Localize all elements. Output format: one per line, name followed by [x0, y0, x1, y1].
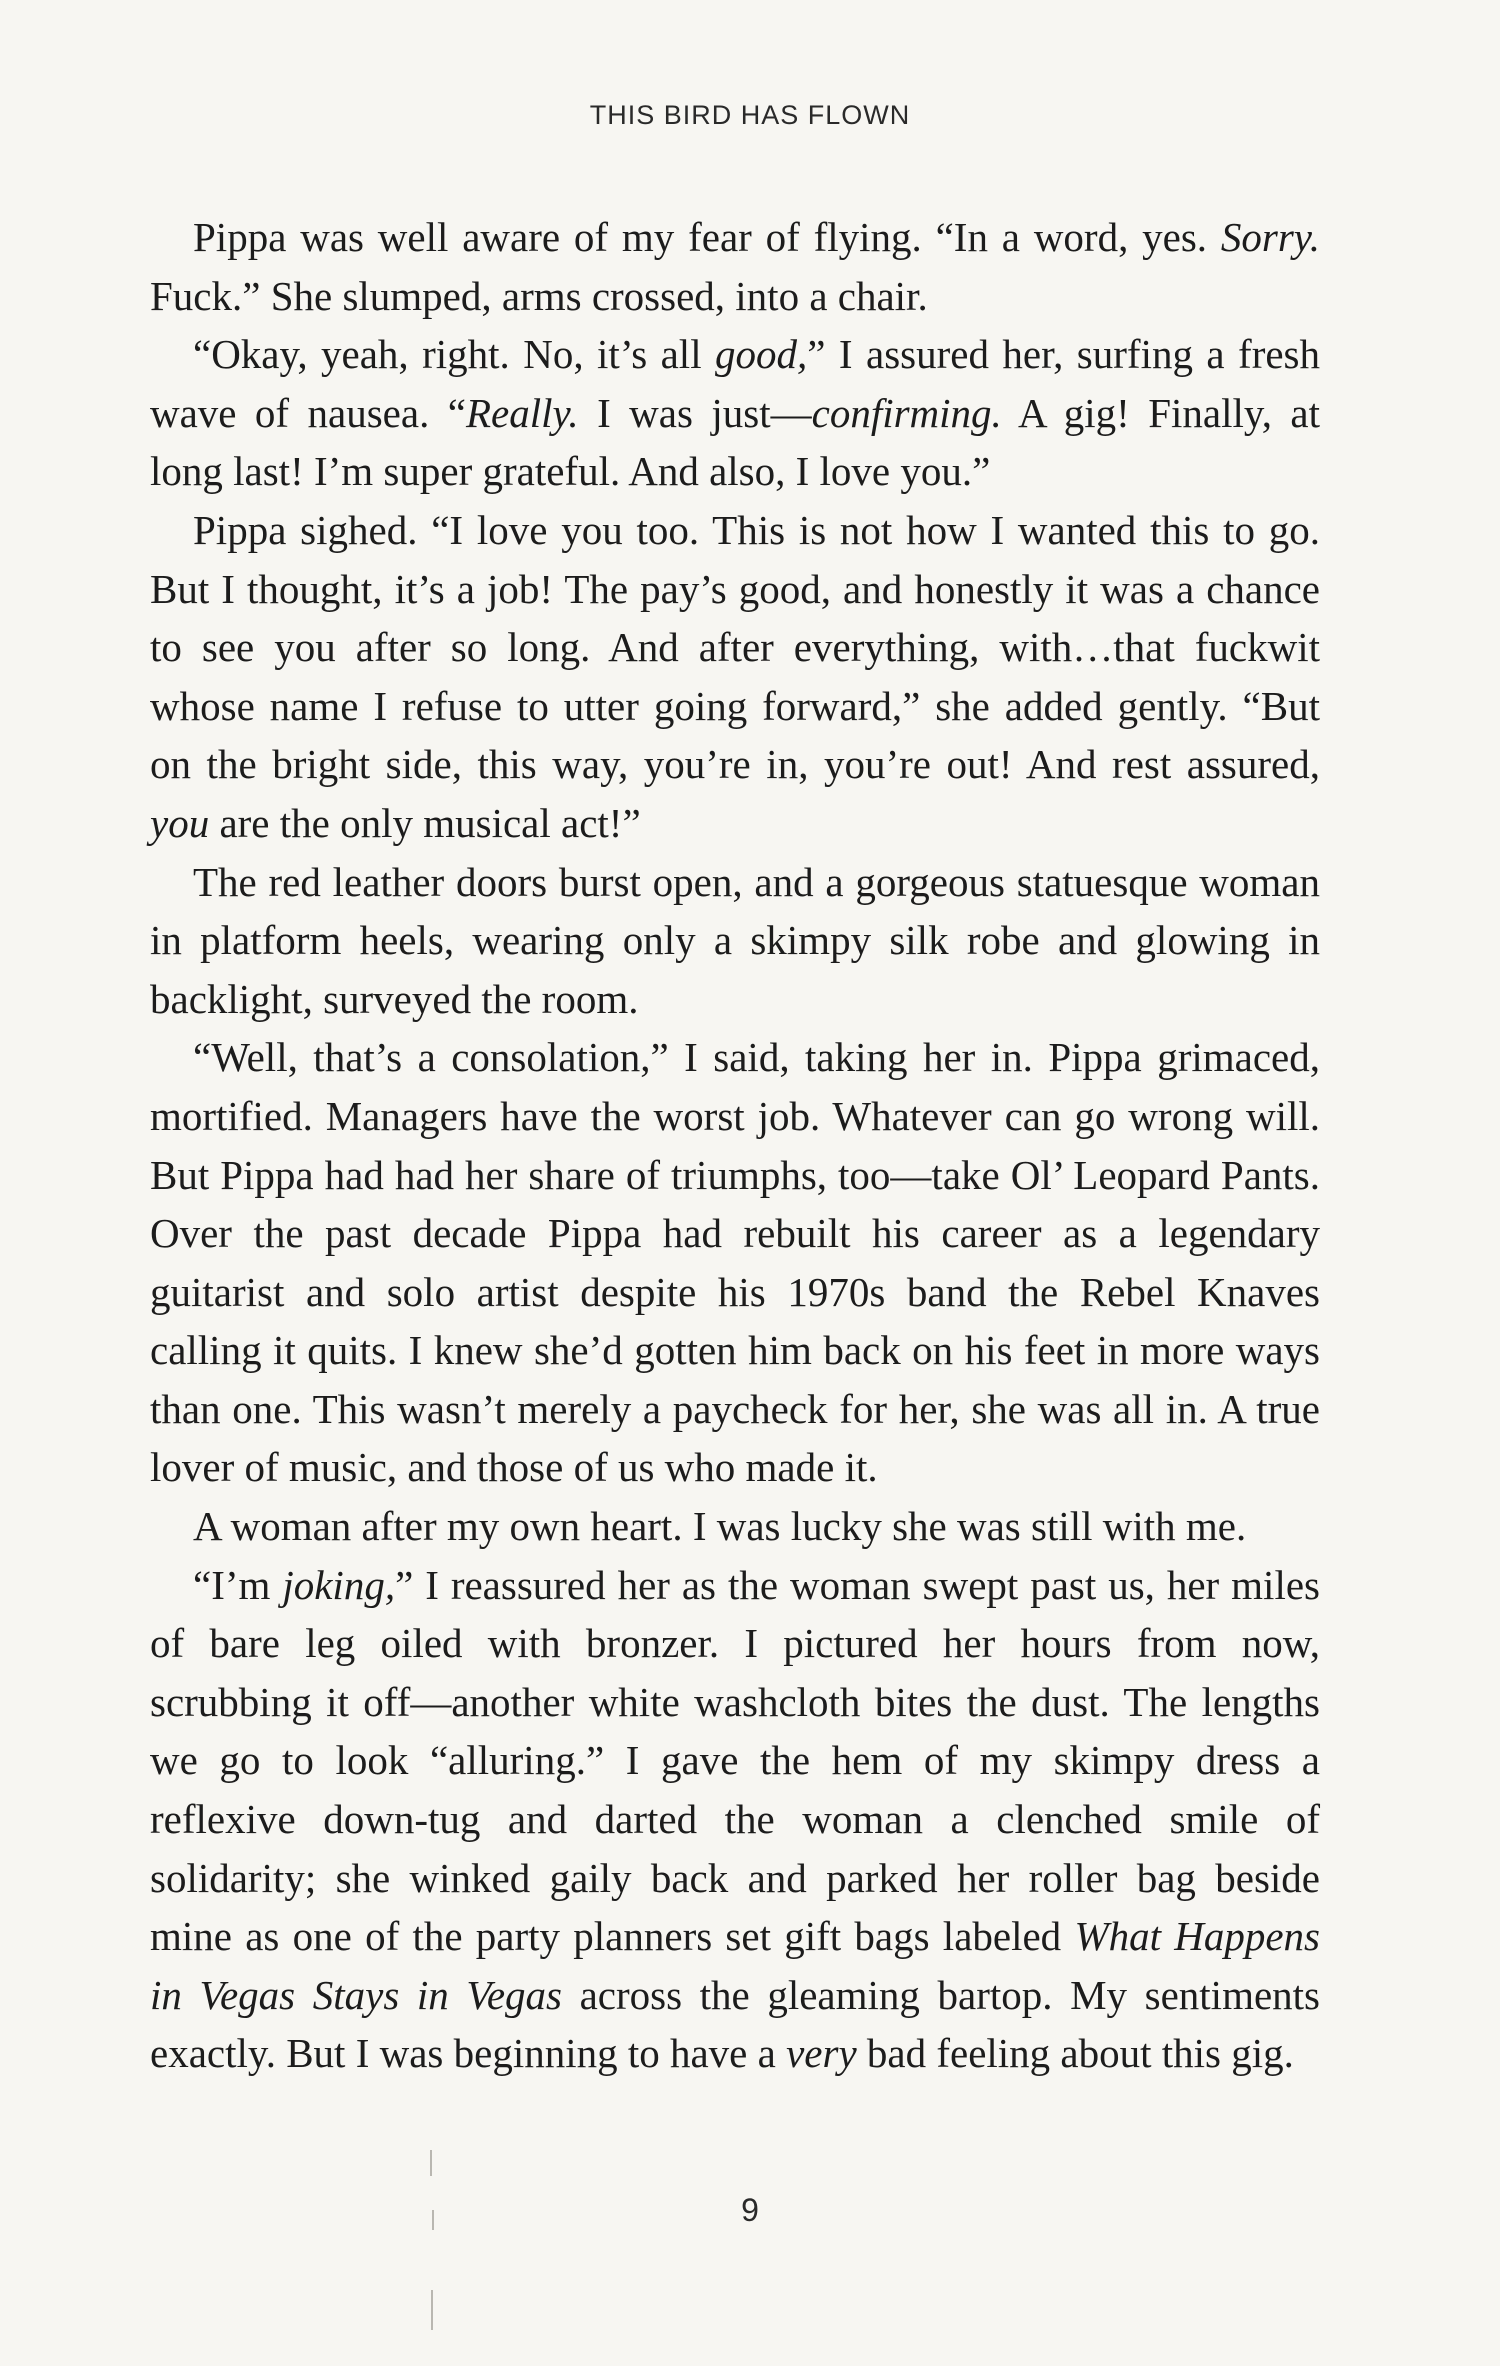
- paragraph: [150, 853, 1320, 1029]
- text-run: ” I reassured her as the woman swept past us, her miles of bare leg oiled with bronzer. I pictured her hours from now, scrubbing it off—another white washcloth bites the dust. The lengths we go to look “alluring.” I gave the hem of my skimpy dress a reflexive down-tug and darted the woman a clenched smile of solidarity; she winked gaily back and parked her roller bag beside mine as one of the party planners set gift bags labeled: [150, 1561, 1320, 1960]
- text-run: ” I assured her, surfing a fresh wave of nausea. “: [150, 331, 1320, 436]
- italic-text: confirming.: [811, 389, 1002, 436]
- paragraph: [150, 325, 1320, 501]
- italic-text: What Happens in Vegas Stays in Vegas: [150, 1913, 1320, 2018]
- italic-text: you: [150, 799, 210, 846]
- paragraph: [150, 208, 1320, 325]
- paragraph: [150, 1497, 1320, 1556]
- text-run: A woman after my own heart. I was lucky she was still with me.: [193, 1503, 1247, 1550]
- italic-text: good,: [715, 331, 808, 378]
- scan-mark: [430, 2150, 432, 2176]
- italic-text: very: [786, 2030, 857, 2077]
- scan-mark: [431, 2290, 433, 2330]
- text-run: “Well, that’s a consolation,” I said, taking her in. Pippa grimaced, mortified. Managers have the worst job. Whatever can go wrong will. But Pippa had had her share of triumphs, too—take Ol’ Leopard Pants. Over the past decade Pippa had rebuilt his career as a legendary guitarist and solo artist despite his 1970s band the Rebel Knaves calling it quits. I knew she’d gotten him back on his feet in more ways than one. This wasn’t merely a paycheck for her, she was all in. A true lover of music, and those of us who made it.: [150, 1034, 1320, 1491]
- text-run: “I’m: [193, 1561, 283, 1608]
- text-run: A gig! Finally, at long last! I’m super grateful. And also, I love you.”: [150, 389, 1321, 495]
- text-run: bad feeling about this gig.: [856, 2030, 1294, 2077]
- paragraph: [150, 1556, 1320, 2083]
- italic-text: joking,: [282, 1561, 396, 1608]
- italic-text: Sorry.: [1220, 214, 1320, 260]
- italic-text: Really.: [465, 389, 579, 436]
- text-run: are the only musical act!”: [209, 799, 641, 846]
- text-run: I was just—: [578, 389, 812, 436]
- paragraph: [150, 501, 1320, 853]
- body-text: [150, 208, 1320, 2083]
- running-head: THIS BIRD HAS FLOWN: [589, 100, 911, 130]
- page-number: 9: [741, 2192, 759, 2228]
- text-run: Pippa was well aware of my fear of flying. “In a word, yes.: [193, 214, 1221, 260]
- text-run: Fuck.” She slumped, arms crossed, into a chair.: [150, 272, 928, 319]
- paragraph: [150, 1028, 1320, 1497]
- scan-mark: [432, 2210, 434, 2230]
- text-run: Pippa sighed. “I love you too. This is not how I wanted this to go. But I thought, it’s a job! The pay’s good, and honestly it was a chance to see you after so long. And after everything, with…that fuckwit whose name I refuse to utter going forward,” she added gently. “But on the bright side, this way, you’re in, you’re out! And rest assured,: [150, 506, 1320, 788]
- text-run: across the gleaming bartop. My sentiments exactly. But I was beginning to have a: [150, 1971, 1321, 2077]
- text-run: The red leather doors burst open, and a gorgeous statuesque woman in platform heels, wearing only a skimpy silk robe and glowing in backlight, surveyed the room.: [150, 858, 1320, 1022]
- text-run: “Okay, yeah, right. No, it’s all: [193, 331, 716, 378]
